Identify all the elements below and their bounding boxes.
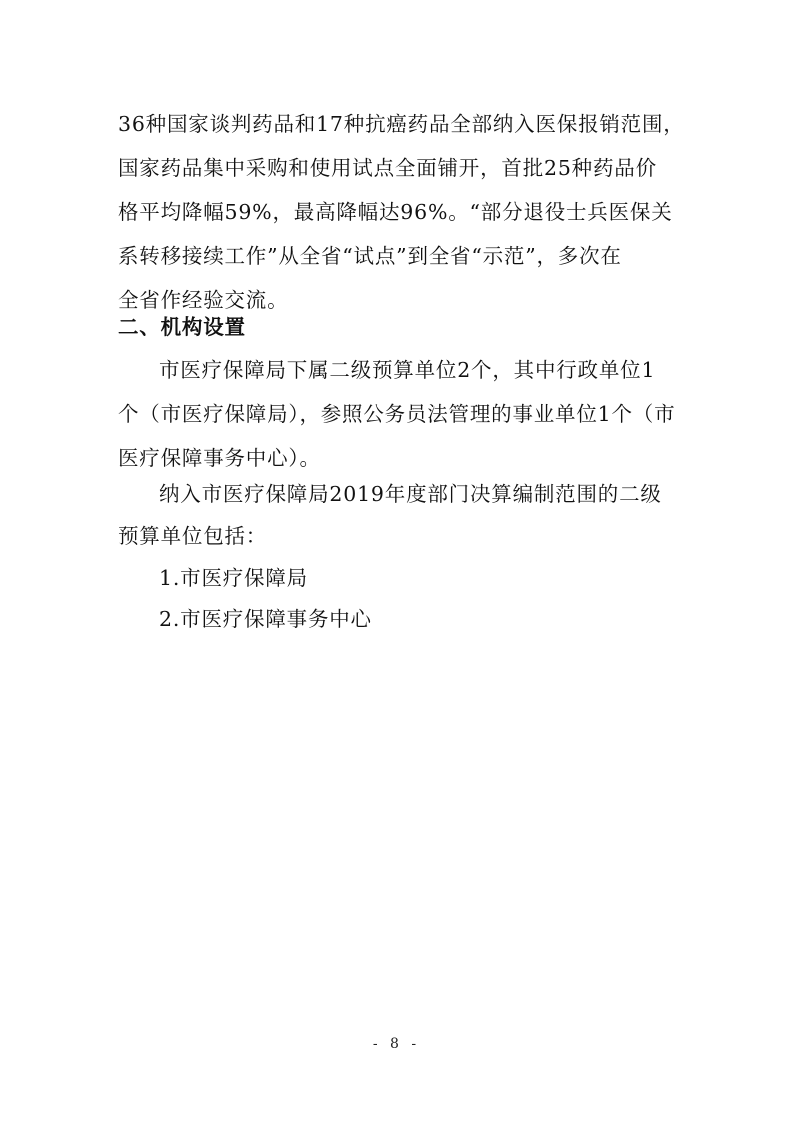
- paragraph-line: 纳入市医疗保障局2019年度部门决算编制范围的二级: [159, 482, 662, 506]
- paragraph-line: 国家药品集中采购和使用试点全面铺开，首批25种药品价: [118, 156, 657, 180]
- paragraph-line: 医疗保障事务中心）。: [118, 446, 321, 470]
- paragraph-achievements: [118, 110, 685, 330]
- paragraph-structure: [118, 356, 678, 488]
- paragraph-line: 格平均降幅59%，最高降幅达96%。“部分退役士兵医保关: [118, 200, 673, 224]
- paragraph-line: 市医疗保障局下属二级预算单位2个，其中行政单位1: [159, 358, 656, 382]
- paragraph-line: 系转移接续工作”从全省“试点”到全省“示范”，多次在: [118, 244, 622, 268]
- paragraph-line: 个（市医疗保障局），参照公务员法管理的事业单位1个（市: [118, 402, 676, 426]
- list-item: 2.市医疗保障事务中心: [159, 607, 372, 631]
- paragraph-scope: [118, 480, 678, 564]
- paragraph-line: 36种国家谈判药品和17种抗癌药品全部纳入医保报销范围，: [118, 112, 685, 136]
- paragraph-line: 预算单位包括：: [118, 524, 268, 548]
- list-item: 1.市医疗保障局: [159, 566, 308, 590]
- section-heading: 二、机构设置: [118, 315, 246, 339]
- paragraph-line: 全省作经验交流。: [118, 288, 289, 312]
- page-number: - 8 -: [372, 1036, 421, 1052]
